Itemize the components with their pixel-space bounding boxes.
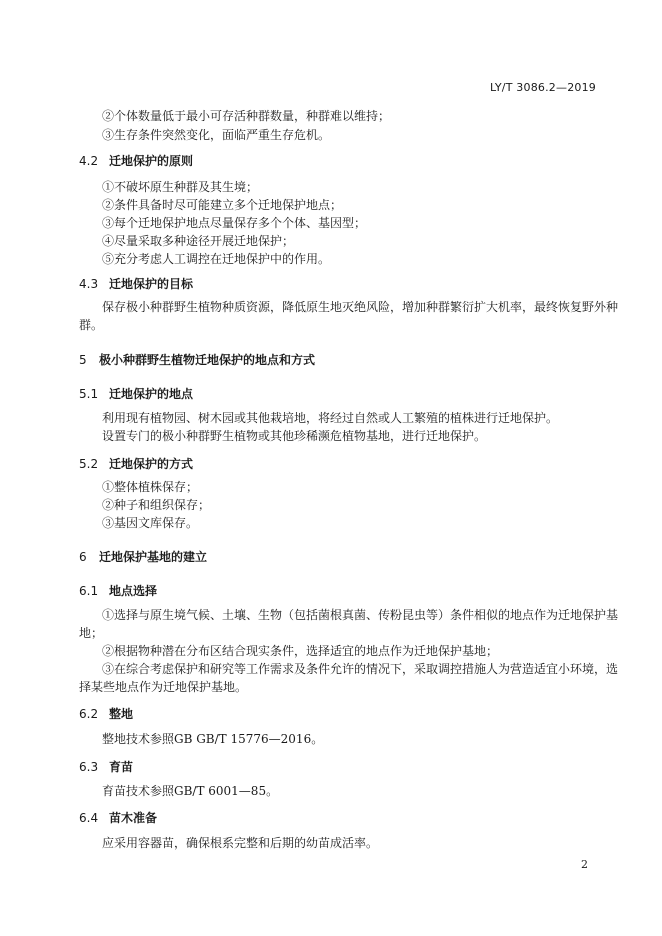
section-number: 6.2 (79, 707, 99, 721)
section-number: 4.2 (79, 154, 99, 168)
section-number: 4.3 (79, 277, 99, 291)
section-title: 育苗 (109, 760, 134, 774)
paragraph-line: 择某些地点作为迁地保护基地。 (79, 680, 248, 694)
paragraph-line: 育苗技术参照GB/T 6001—85。 (102, 784, 279, 798)
paragraph-line: 整地技术参照GB GB/T 15776—2016。 (102, 732, 324, 746)
section-heading-5-2 (79, 456, 193, 472)
chapter-heading-5 (79, 352, 315, 368)
chapter-number: 6 (79, 550, 87, 564)
list-item: ②条件具备时尽可能建立多个迁地保护地点； (102, 198, 343, 212)
section-number: 6.3 (79, 760, 99, 774)
list-item: ①不破坏原生种群及其生境； (102, 180, 259, 194)
list-item: ③生存条件突然变化，面临严重生存危机。 (102, 128, 331, 142)
section-title: 迁地保护的方式 (109, 457, 194, 471)
paragraph-line: 应采用容器苗，确保根系完整和后期的幼苗成活率。 (102, 836, 379, 850)
section-heading-6-1 (79, 583, 157, 599)
list-item: ⑤充分考虑人工调控在迁地保护中的作用。 (102, 252, 331, 266)
paragraph-line: ③在综合考虑保护和研究等工作需求及条件允许的情况下，采取调控措施人为营造适宜小环境，选 (102, 662, 619, 676)
section-number: 5.2 (79, 457, 99, 471)
section-title: 迁地保护的目标 (109, 277, 194, 291)
paragraph-line: 利用现有植物园、树木园或其他栽培地，将经过自然或人工繁殖的植株进行迁地保护。 (102, 411, 559, 425)
list-item: ③每个迁地保护地点尽量保存多个个体、基因型； (102, 216, 367, 230)
section-title: 整地 (109, 707, 134, 721)
chapter-heading-6 (79, 549, 207, 565)
section-heading-4-2 (79, 153, 193, 169)
section-number: 5.1 (79, 387, 99, 401)
paragraph-line: 保存极小种群野生植物种质资源，降低原生地灭绝风险，增加种群繁衍扩大机率，最终恢复野外种 (102, 300, 619, 314)
page-number: 2 (581, 858, 588, 871)
list-item: ③基因文库保存。 (102, 516, 199, 530)
section-title: 苗木准备 (109, 811, 158, 825)
section-title: 地点选择 (109, 584, 158, 598)
section-title: 迁地保护的地点 (109, 387, 194, 401)
section-heading-4-3 (79, 276, 193, 292)
paragraph-line: 设置专门的极小种群野生植物或其他珍稀濒危植物基地，进行迁地保护。 (102, 429, 487, 443)
standard-code: LY/T 3086.2—2019 (490, 81, 596, 94)
list-item: ①整体植株保存； (102, 480, 199, 494)
paragraph-line: 地； (79, 626, 104, 640)
list-item: ②种子和组织保存； (102, 498, 211, 512)
chapter-title: 迁地保护基地的建立 (99, 550, 208, 564)
section-number: 6.4 (79, 811, 99, 825)
chapter-number: 5 (79, 353, 87, 367)
section-number: 6.1 (79, 584, 99, 598)
paragraph-line: 群。 (79, 318, 104, 332)
chapter-title: 极小种群野生植物迁地保护的地点和方式 (99, 353, 316, 367)
list-item: ②个体数量低于最小可存活种群数量，种群难以维持； (102, 109, 391, 123)
paragraph-line: ②根据物种潜在分布区结合现实条件，选择适宜的地点作为迁地保护基地； (102, 644, 499, 658)
section-title: 迁地保护的原则 (109, 154, 194, 168)
section-heading-5-1 (79, 386, 193, 402)
section-heading-6-4 (79, 810, 157, 826)
section-heading-6-3 (79, 759, 133, 775)
list-item: ④尽量采取多种途径开展迁地保护； (102, 234, 295, 248)
paragraph-line: ①选择与原生境气候、土壤、生物（包括菌根真菌、传粉昆虫等）条件相似的地点作为迁地保护基 (102, 608, 619, 622)
section-heading-6-2 (79, 706, 133, 722)
